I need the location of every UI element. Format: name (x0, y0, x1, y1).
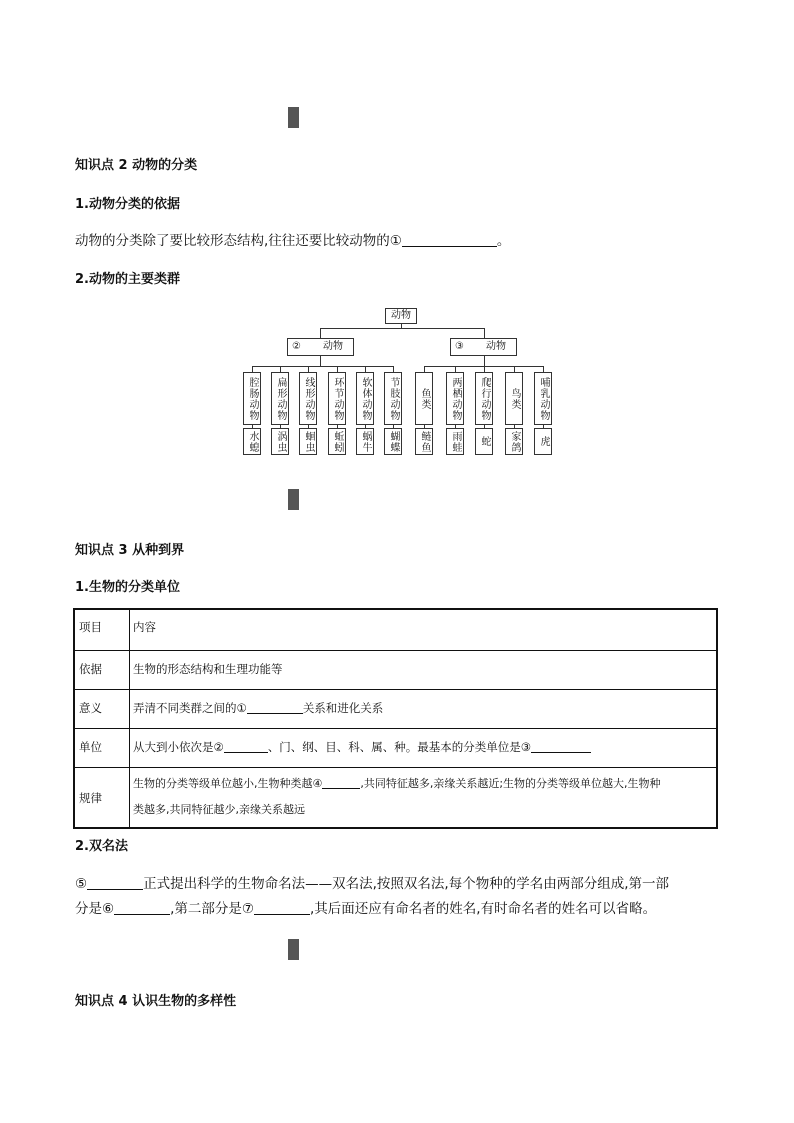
animal-group-node: 环节动物 (328, 372, 346, 425)
fill-in-sentence (75, 229, 510, 249)
row-key: 项目 (79, 620, 102, 634)
row-text: ,共同特征越多,亲缘关系越近;生物的分类等级单位越大,生物种 (360, 777, 661, 790)
section-heading: 知识点 2 动物的分类 (75, 158, 198, 173)
animal-group-node: 节肢动物 (384, 372, 402, 425)
paragraph-line (75, 872, 669, 892)
section-marker (288, 939, 299, 960)
table-row (75, 689, 716, 729)
row-value: 生物的形态结构和生理功能等 (133, 662, 283, 676)
row-value (133, 739, 591, 755)
example-animal-node: 鲢鱼 (415, 428, 433, 455)
animal-group-node: 鸟类 (505, 372, 523, 425)
example-animal-node: 蝴蝶 (384, 428, 402, 455)
example-animal-node: 家鸽 (505, 428, 523, 455)
animal-group-node: 鱼类 (415, 372, 433, 425)
connector-line (484, 356, 485, 366)
answer-blank[interactable] (87, 875, 143, 890)
table-row (75, 650, 716, 690)
sentence-end: 。 (496, 233, 511, 249)
left-group-label: 动物 (322, 341, 343, 352)
root-node (385, 308, 417, 324)
table-row (75, 767, 716, 830)
example-animal-node: 蚯蚓 (328, 428, 346, 455)
left-group-node (287, 338, 354, 356)
answer-blank[interactable] (114, 900, 170, 915)
section-marker (288, 489, 299, 510)
row-key: 依据 (79, 662, 102, 676)
row-key: 意义 (79, 701, 102, 715)
row-text: 弄清不同类群之间的① (133, 701, 247, 715)
animal-group-node: 腔肠动物 (243, 372, 261, 425)
example-animal-node: 水螅 (243, 428, 261, 455)
animal-group-node: 爬行动物 (475, 372, 493, 425)
answer-blank[interactable] (322, 776, 360, 789)
row-key: 规律 (79, 791, 102, 805)
root-label: 动物 (391, 310, 411, 321)
example-animal-node: 虎 (534, 428, 552, 455)
connector-line (252, 366, 393, 367)
section-heading: 知识点 3 从种到界 (75, 543, 185, 558)
row-text: 、门、纲、目、科、属、种。最基本的分类单位是③ (267, 740, 532, 754)
table-row (75, 728, 716, 768)
paragraph-text: ,其后面还应有命名者的姓名,有时命名者的姓名可以省略。 (310, 901, 657, 917)
paragraph-line (75, 897, 656, 917)
row-value (133, 700, 383, 716)
answer-blank[interactable] (224, 740, 268, 753)
left-group-blank[interactable]: ② (292, 341, 301, 352)
section-heading: 知识点 4 认识生物的多样性 (75, 994, 237, 1009)
answer-blank[interactable] (247, 701, 303, 714)
row-value: 内容 (133, 620, 156, 634)
answer-blank[interactable] (254, 900, 310, 915)
sentence-text: 动物的分类除了要比较形态结构,往往还要比较动物的① (75, 233, 402, 249)
row-text: 生物的分类等级单位越小,生物种类越④ (133, 777, 323, 790)
right-group-label: 动物 (485, 341, 506, 352)
row-value (133, 775, 661, 791)
row-value-line2: 类越多,共同特征越少,亲缘关系越远 (133, 803, 305, 816)
row-key: 单位 (79, 740, 102, 754)
animal-group-node: 两栖动物 (446, 372, 464, 425)
answer-blank[interactable] (531, 740, 591, 753)
row-text: 关系和进化关系 (302, 701, 384, 715)
subheading: 2.双名法 (75, 839, 128, 854)
row-text: 从大到小依次是② (133, 740, 224, 754)
example-animal-node: 蜗牛 (356, 428, 374, 455)
classification-units-table (73, 608, 718, 829)
section-marker (288, 107, 299, 128)
right-group-node (450, 338, 517, 356)
animal-group-node: 软体动物 (356, 372, 374, 425)
connector-line (320, 328, 321, 338)
example-animal-node: 涡虫 (271, 428, 289, 455)
paragraph-text: 分是⑥ (75, 901, 115, 917)
animal-group-node: 扁形动物 (271, 372, 289, 425)
example-animal-node: 蛇 (475, 428, 493, 455)
right-group-blank[interactable]: ③ (455, 341, 464, 352)
subheading: 2.动物的主要类群 (75, 272, 180, 287)
paragraph-text: 正式提出科学的生物命名法——双名法,按照双名法,每个物种的学名由两部分组成,第一部 (143, 876, 669, 892)
example-animal-node: 蛔虫 (299, 428, 317, 455)
connector-line (320, 356, 321, 366)
connector-line (320, 328, 484, 329)
subheading: 1.动物分类的依据 (75, 197, 180, 212)
animal-group-node: 线形动物 (299, 372, 317, 425)
connector-line (484, 328, 485, 338)
example-animal-node: 雨蛙 (446, 428, 464, 455)
animal-group-node: 哺乳动物 (534, 372, 552, 425)
answer-blank[interactable] (402, 232, 497, 247)
paragraph-text: ,第二部分是⑦ (170, 901, 255, 917)
subheading: 1.生物的分类单位 (75, 580, 180, 595)
paragraph-text: ⑤ (75, 876, 88, 892)
table-row (75, 610, 716, 650)
